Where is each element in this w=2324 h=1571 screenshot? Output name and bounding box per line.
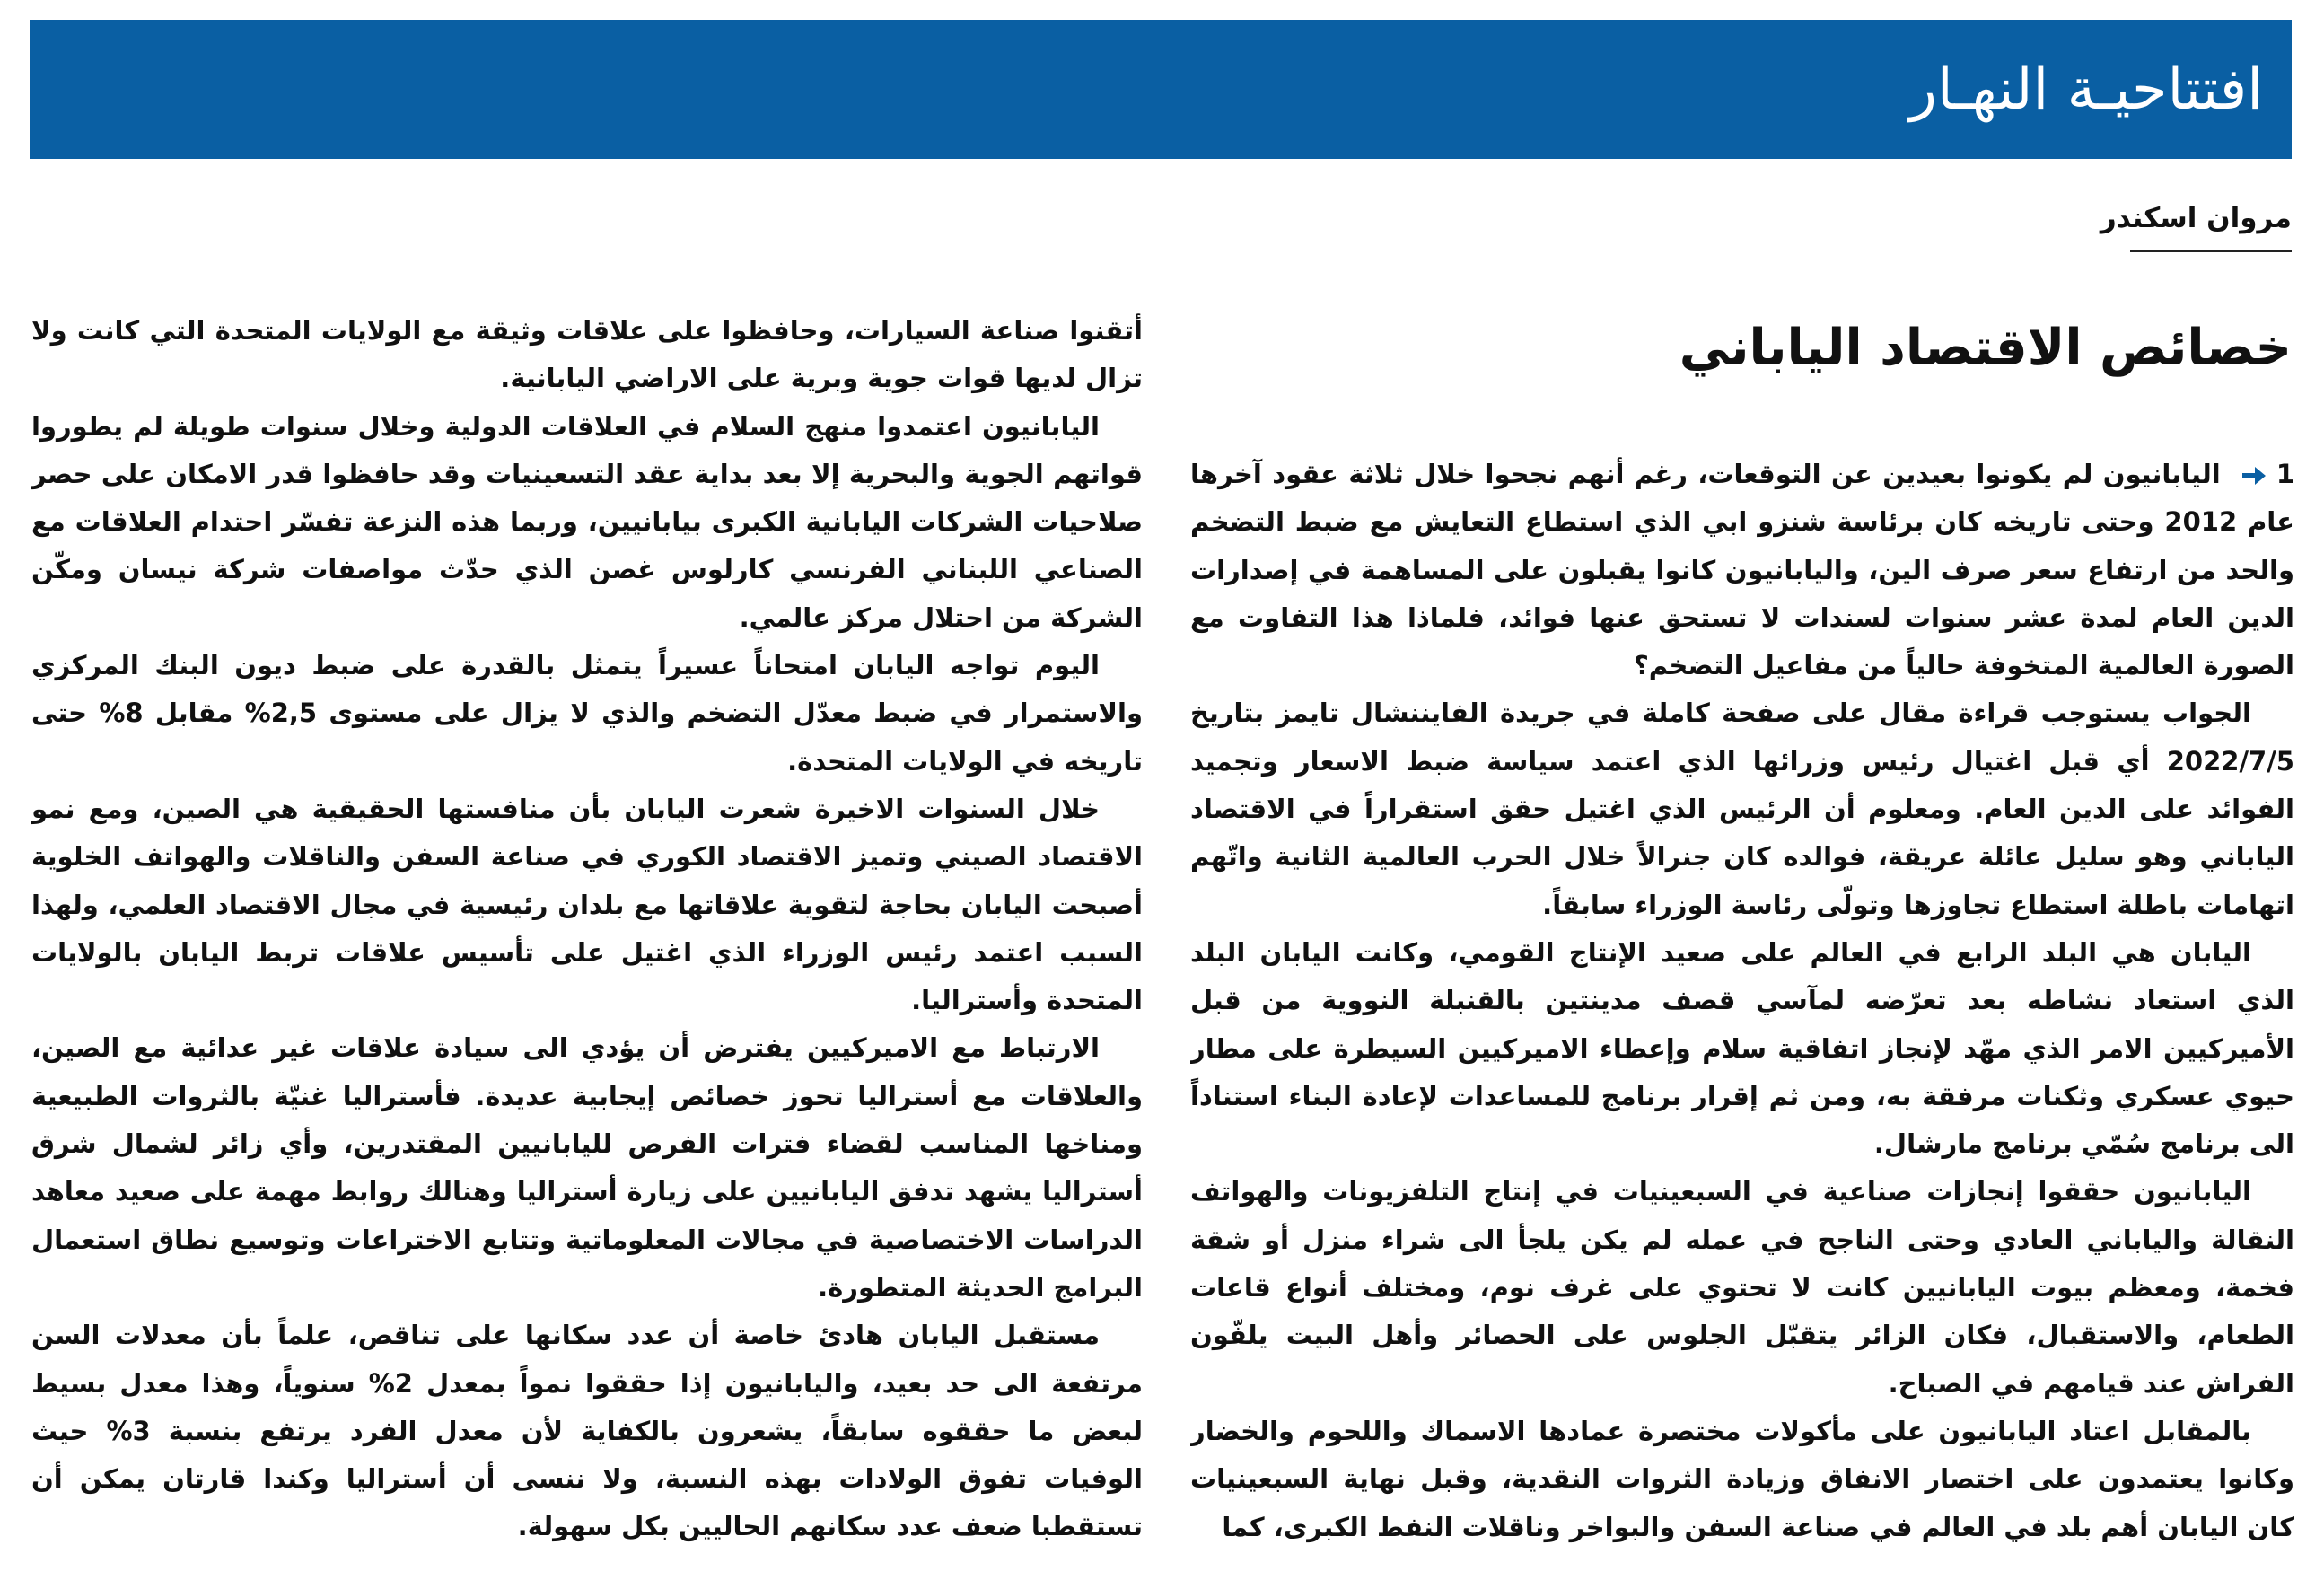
paragraph: اليوم تواجه اليابان امتحاناً عسيراً يتمثل بالقدرة على ضبط ديون البنك المركزي والاستمرار في ضبط معدّل التضخم والذي لا يزال على مستوى 2,5% مقابل 8% حتى تاريخه في الولايات المتحدة. (31, 650, 1143, 777)
paragraph: اليابانيون اعتمدوا منهج السلام في العلاقات الدولية وخلال سنوات طويلة لم يطوروا قواتهم الجوية والبحرية إلا بعد بداية عقد التسعينيات وقد حافظوا قدر الامكان على حصر صلاحيات الشركات اليابانية الكبرى بيابانيين، وربما هذه النزعة تفسّر احتدام العلاقات مع الصناعي اللبناني الفرنسي كارلوس غصن الذي حدّث مواصفات شركة نيسان ومكّن الشركة من احتلال مركز عالمي. (31, 410, 1143, 633)
header-banner (30, 20, 2292, 159)
paragraph: خلال السنوات الاخيرة شعرت اليابان بأن منافستها الحقيقية هي الصين، ومع نمو الاقتصاد الصيني وتميز الاقتصاد الكوري في صناعة السفن والناقلات والهواتف الخلوية أصبحت اليابان بحاجة لتقوية علاقاتها مع بلدان رئيسية في مجال الاقتصاد العلمي، ولهذا السبب اعتمد رئيس الوزراء الذي اغتيل على تأسيس علاقات تربط اليابان بالولايات المتحدة وأستراليا. (31, 793, 1143, 1016)
marker-number: 1 (2276, 459, 2294, 489)
section-title: افتتاحيـة النهـار (1908, 57, 2263, 123)
article-column-left (31, 307, 1143, 1551)
paragraph: اليابان هي البلد الرابع في العالم على صعيد الإنتاج القومي، وكانت اليابان البلد الذي استعاد نشاطه بعد تعرّضه لمآسي قصف مدينتين بالقنبلة النووية من قبل الأميركيين الامر الذي مهّد لإنجاز اتفاقية سلام وإعطاء الاميركيين السيطرة على مطار حيوي عسكري وثكنات مرفقة به، ومن ثم إقرار برنامج للمساعدات لإعادة البناء استناداً الى برنامج سُمّي برنامج مارشال. (1190, 936, 2294, 1160)
paragraph: الجواب يستوجب قراءة مقال على صفحة كاملة في جريدة الفايننشال تايمز بتاريخ 2022/7/5 أي قبل اغتيال رئيس وزرائها الذي اعتمد سياسة ضبط الاسعار وتجميد الفوائد على الدين العام. ومعلوم أن الرئيس الذي اغتيل حقق استقراراً في الاقتصاد الياباني وهو سليل عائلة عريقة، فوالده كان جنرالاً خلال الحرب العالمية الثانية واتّهم اتهامات باطلة استطاع تجاوزها وتولّى رئاسة الوزراء سابقاً. (1190, 698, 2294, 920)
paragraph: اليابانيون حققوا إنجازات صناعية في السبعينيات في إنتاج التلفزيونات والهواتف النقالة والياباني العادي وحتى الناجح في عمله لم يكن يلجأ الى شراء منزل أو شقة فخمة، ومعظم بيوت اليابانيين كانت لا تحتوي على غرف نوم، ومختلف أنواع قاعات الطعام، والاستقبال، فكان الزائر يتقبّل الجلوس على الحصائر وأهل البيت يلفّون الفراش عند قيامهم في الصباح. (1190, 1176, 2294, 1399)
paragraph-text: اليابانيون لم يكونوا بعيدين عن التوقعات، رغم أنهم نجحوا خلال ثلاثة عقود آخرها عام 2012 وحتى تاريخه كان برئاسة شنزو ابي الذي استطاع التعايش مع ضبط التضخم والحد من ارتفاع سعر صرف الين، واليابانيون كانوا يقبلون على المساهمة في إصدارات الدين العام لمدة عشر سنوات لسندات لا تستحق عنها فوائد، فلماذا هذا التفاوت مع الصورة العالمية المتخوفة حالياً من مفاعيل التضخم؟ (1190, 459, 2294, 681)
paragraph: أتقنوا صناعة السيارات، وحافظوا على علاقات وثيقة مع الولايات المتحدة التي كانت ولا تزال لديها قوات جوية وبرية على الاراضي اليابانية. (31, 315, 1143, 394)
author-name: مروان اسكندر (2130, 199, 2292, 252)
paragraph: الارتباط مع الاميركيين يفترض أن يؤدي الى سيادة علاقات غير عدائية مع الصين، والعلاقات مع أستراليا تحوز خصائص إيجابية عديدة. فأستراليا غنيّة بالثروات الطبيعية ومناخها المناسب لقضاء فترات الفرص لليابانيين المقتدرين، وأي زائر لشمال شرق أستراليا يشهد تدفق اليابانيين على زيارة أستراليا وهنالك روابط مهمة على صعيد معاهد الدراسات الاختصاصية في مجالات المعلوماتية وتتابع الاختراعات وتوسيع نطاق استعمال البرامج الحديثة المتطورة. (31, 1032, 1143, 1303)
paragraph-marker (2237, 451, 2294, 498)
paragraph: مستقبل اليابان هادئ خاصة أن عدد سكانها على تناقص، علماً بأن معدلات السن مرتفعة الى حد بعيد، واليابانيون إذا حققوا نمواً بمعدل 2% سنوياً، وهذا معدل بسيط لبعض ما حققوه سابقاً، يشعرون بالكفاية لأن معدل الفرد يرتفع بنسبة 3% حيث الوفيات تفوق الولادات بهذه النسبة، ولا ننسى أن أستراليا وكندا قارتان يمكن أن تستقطبا ضعف عدد سكانهم الحاليين بكل سهولة. (31, 1320, 1143, 1542)
article-column-right (1190, 451, 2294, 1551)
article-title: خصائص الاقتصاد الياباني (1679, 319, 2292, 377)
paragraph (1190, 451, 2294, 689)
paragraph: بالمقابل اعتاد اليابانيون على مأكولات مختصرة عمادها الاسماك واللحوم والخضار وكانوا يعتمدون على اختصار الانفاق وزيادة الثروات النقدية، وقبل نهاية السبعينيات كان اليابان أهم بلد في العالم في صناعة السفن والبواخر وناقلات النفط الكبرى، كما (1190, 1415, 2294, 1542)
arrow-right-icon (2241, 464, 2267, 487)
